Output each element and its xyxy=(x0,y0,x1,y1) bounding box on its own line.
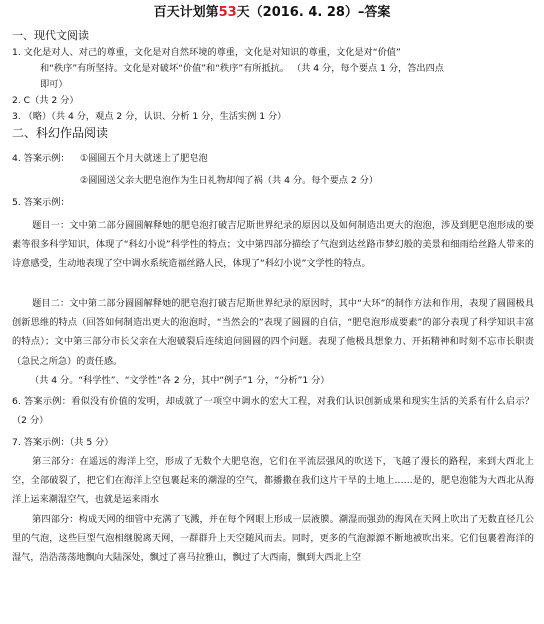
q5-paragraph-1-text: 题目一：文中第二部分圆圆解释她的肥皂泡打破吉尼斯世界纪录的原因以及如何制造出更大的泡泡，涉及到肥皂泡形成的要素等很多科学知识，体现了“科幻小说”科学性的特点；文中第四部分描绘了气泡到达丝路市梦幻般的美景和细雨给丝路人带来的诗意感受，生动地表现了空中调水系统造福丝路人民，体现了“科幻小说”文学性的特点。 xyxy=(12,220,534,270)
section-heading-reading: 一、现代文阅读 xyxy=(12,29,89,42)
q7-paragraph-2-text: 第四部分：构成天网的细管中充满了飞溅，并在每个网眼上形成一层液膜。潮湿而强劲的海风在天网上吹出了无数直径几公里的气泡，这些巨型气泡相继脱离天网，一群群升上天空随风而去。同时，更多的气泡源源不断地被吹出来。它们包裹着海洋的湿气，浩浩荡荡地飘向大陆深处，飘过了喜马拉雅山，飘过了大西南，飘到大西北上空 xyxy=(12,514,534,564)
q1-line-3: 即可） xyxy=(40,79,68,90)
q7-paragraph-1-text: 第三部分：在遥远的海洋上空，形成了无数个大肥皂泡，它们在平流层强风的吹送下，飞越了漫长的路程，来到大西北上空，全部破裂了，把它们在海洋上空包裹起来的潮湿的空气，都播撒在我们这片干旱的土地上……是的，肥皂泡能为大西北从海洋上运来潮湿空气，也就是运来雨水 xyxy=(12,456,534,506)
q5-paragraph-1 xyxy=(12,216,534,274)
q1-line-2: 和“秩序”有所坚持。文化是对破坏“价值”和“秩序”有所抵抗。 （共 4 分，每个要点 1 分，答出四点 xyxy=(40,63,444,74)
q6-answer: 6. 答案示例：看似没有价值的发明，却成就了一项空中调水的宏大工程，对我们认识创新成果和现实生活的关系有什么启示？（2 分） xyxy=(12,396,534,427)
q7-paragraph-2 xyxy=(12,510,534,568)
q5-paragraph-2 xyxy=(12,294,534,371)
q4-point-b: ②圆圆送父亲大肥皂泡作为生日礼物却闯了祸（共 4 分。每个要点 2 分） xyxy=(80,175,379,186)
q5-label: 5. 答案示例： xyxy=(12,197,70,208)
title-day-number: 53 xyxy=(218,5,237,20)
page-title xyxy=(0,4,544,22)
q4-point-a: ①圆圆五个月大就迷上了肥皂泡 xyxy=(80,153,208,164)
q5-score: （共 4 分。“科学性”、“文学性”各 2 分，其中“例子”1 分，“分析”1 分） xyxy=(30,375,330,386)
section-heading-scifi: 二、科幻作品阅读 xyxy=(12,126,109,140)
q5-paragraph-2-text: 题目二：文中第二部分圆圆解释她的肥皂泡打破吉尼斯世界纪录的原因时，其中“大环”的制作方法和作用，表现了圆圆极具创新思维的特点（回答如何制造出更大的泡泡时，“当然会的”表现了圆圆的自信，“肥皂泡形成要素”的部分表现了科学知识丰富的特点）；文中第三部分市长父亲在大泡破裂后连续追问圆圆的四个问题。表现了他极具想象力、开拓精神和时刻不忘市长职责（急民之所急）的责任感。 xyxy=(12,298,534,367)
q2-answer: 2. C（共 2 分） xyxy=(12,95,79,106)
q7-label: 7. 答案示例：（共 5 分） xyxy=(12,437,114,448)
q1-line-1: 1. 文化是对人、对己的尊重，文化是对自然环境的尊重，文化是对知识的尊重，文化是对“价值” xyxy=(12,47,401,58)
q4-label: 4. 答案示例： xyxy=(12,153,70,164)
q7-paragraph-1 xyxy=(12,452,534,510)
q3-answer: 3. （略）（共 4 分，观点 2 分，认识、分析 1 分，生活实例 1 分） xyxy=(12,111,287,122)
title-suffix: 天（2016. 4. 28）–答案 xyxy=(236,5,391,20)
title-prefix: 百天计划第 xyxy=(153,5,219,20)
